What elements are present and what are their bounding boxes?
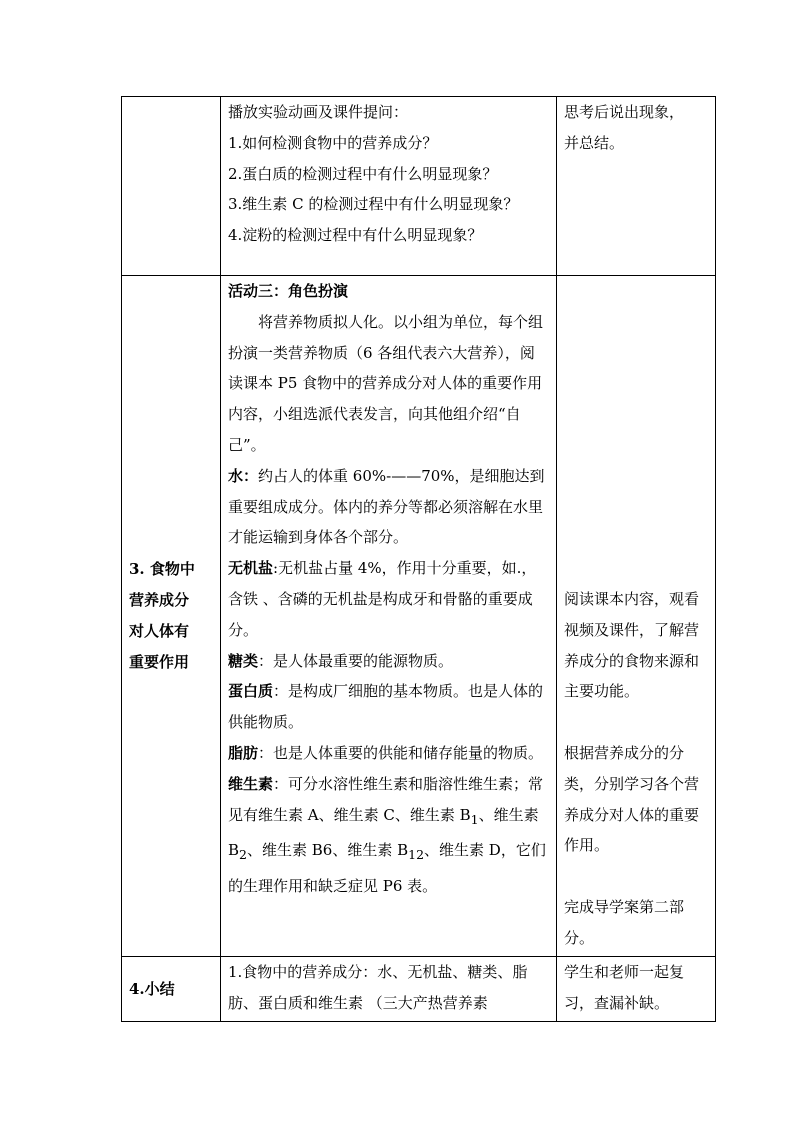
vitamin-text: ：可分水溶性维生素和脂溶性维生素；常见有维生素 A、维生素 C、维生素 B — [228, 774, 544, 824]
subscript: 12 — [408, 847, 425, 863]
teacher-activity-cell — [221, 276, 557, 957]
student-line: 思考后说出现象， — [564, 103, 685, 121]
nutrient-desc: :无机盐占量 4%，作用十分重要，如.，含铁 、含磷的无机盐是构成牙和骨骼的重要成分。 — [228, 559, 537, 639]
nutrient-fat — [228, 738, 549, 769]
teacher-line: 播放实验动画及课件提问： — [228, 103, 409, 121]
nutrient-protein — [228, 676, 549, 738]
nutrient-desc: ：是人体最重要的能源物质。 — [258, 651, 454, 670]
nutrient-name: 水： — [228, 466, 259, 485]
subscript: 2 — [239, 847, 247, 863]
nutrient-desc: ：也是人体重要的供能和储存能量的物质。 — [258, 743, 544, 762]
question-item: 1.如何检测食物中的营养成分？ — [228, 133, 438, 152]
nutrient-name: 脂肪 — [228, 743, 259, 762]
stage-label-line: 对人体有 — [129, 622, 190, 640]
student-paragraph: 完成导学案第二部分。 — [564, 897, 685, 947]
stage-label-line: 3. 食物中 — [129, 560, 195, 579]
stage-label-line: 重要作用 — [129, 652, 190, 671]
teacher-activity-cell — [221, 957, 557, 1022]
nutrient-minerals — [228, 553, 549, 645]
student-paragraph: 阅读课本内容，观看视频及课件，了解营养成分的食物来源和主要功能。 — [564, 590, 700, 701]
table-row — [122, 957, 716, 1022]
student-activity-cell — [557, 276, 716, 957]
nutrient-vitamins — [228, 769, 549, 902]
student-paragraph: 根据营养成分的分类，分别学习各个营养成分对人体的重要作用。 — [564, 743, 700, 855]
activity-intro: 将营养物质拟人化。以小组为单位，每个组扮演一类营养物质（6 各组代表六大营养），阅读课本 P5 食物中的营养成分对人体的重要作用内容，小组选派代表发言，向其他组介绍“自己”。 — [228, 312, 544, 454]
vitamin-text: 、维生素 B6、维生素 B — [246, 841, 409, 860]
stage-cell — [122, 276, 221, 957]
subscript: 1 — [470, 811, 479, 827]
nutrient-name: 糖类 — [228, 651, 259, 670]
nutrient-desc: ：是构成厂细胞的基本物质。也是人体的供能物质。 — [228, 682, 544, 732]
vitamin-text: 、维生素 B — [228, 805, 539, 860]
question-item: 4.淀粉的检测过程中有什么明显现象？ — [228, 226, 483, 245]
nutrient-water — [228, 461, 549, 553]
table-row — [122, 97, 716, 276]
stage-cell — [122, 97, 221, 276]
student-line: 并总结。 — [564, 133, 625, 152]
lesson-plan-table — [121, 96, 716, 1022]
vitamin-text: 、维生素 D，它们的生理作用和缺乏症见 P6 表。 — [228, 841, 546, 896]
student-activity-cell: 学生和老师一起复习，查漏补缺。 — [557, 957, 716, 1022]
nutrient-name: 无机盐 — [228, 559, 274, 578]
nutrient-carbohydrates — [228, 646, 549, 677]
summary-text: 1.食物中的营养成分：水、无机盐、糖类、脂肪、蛋白质和维生素 （三大产热营养素 — [228, 963, 528, 1012]
question-item: 3.维生素 C 的检测过程中有什么明显现象？ — [228, 195, 519, 214]
activity-title: 活动三：角色扮演 — [228, 282, 349, 300]
teacher-activity-cell — [221, 97, 557, 276]
nutrient-name: 蛋白质 — [228, 682, 274, 701]
nutrient-desc: 约占人的体重 60%-——70%，是细胞达到重要组成成分。体内的养分等都必须溶解在水里才能运输到身体各个部分。 — [228, 466, 545, 547]
nutrient-name: 维生素 — [228, 774, 274, 793]
stage-cell: 4.小结 — [122, 957, 221, 1022]
stage-label-line: 营养成分 — [129, 591, 190, 610]
table-row — [122, 276, 716, 957]
student-activity-cell — [557, 97, 716, 276]
question-item: 2.蛋白质的检测过程中有什么明显现象？ — [228, 164, 498, 183]
